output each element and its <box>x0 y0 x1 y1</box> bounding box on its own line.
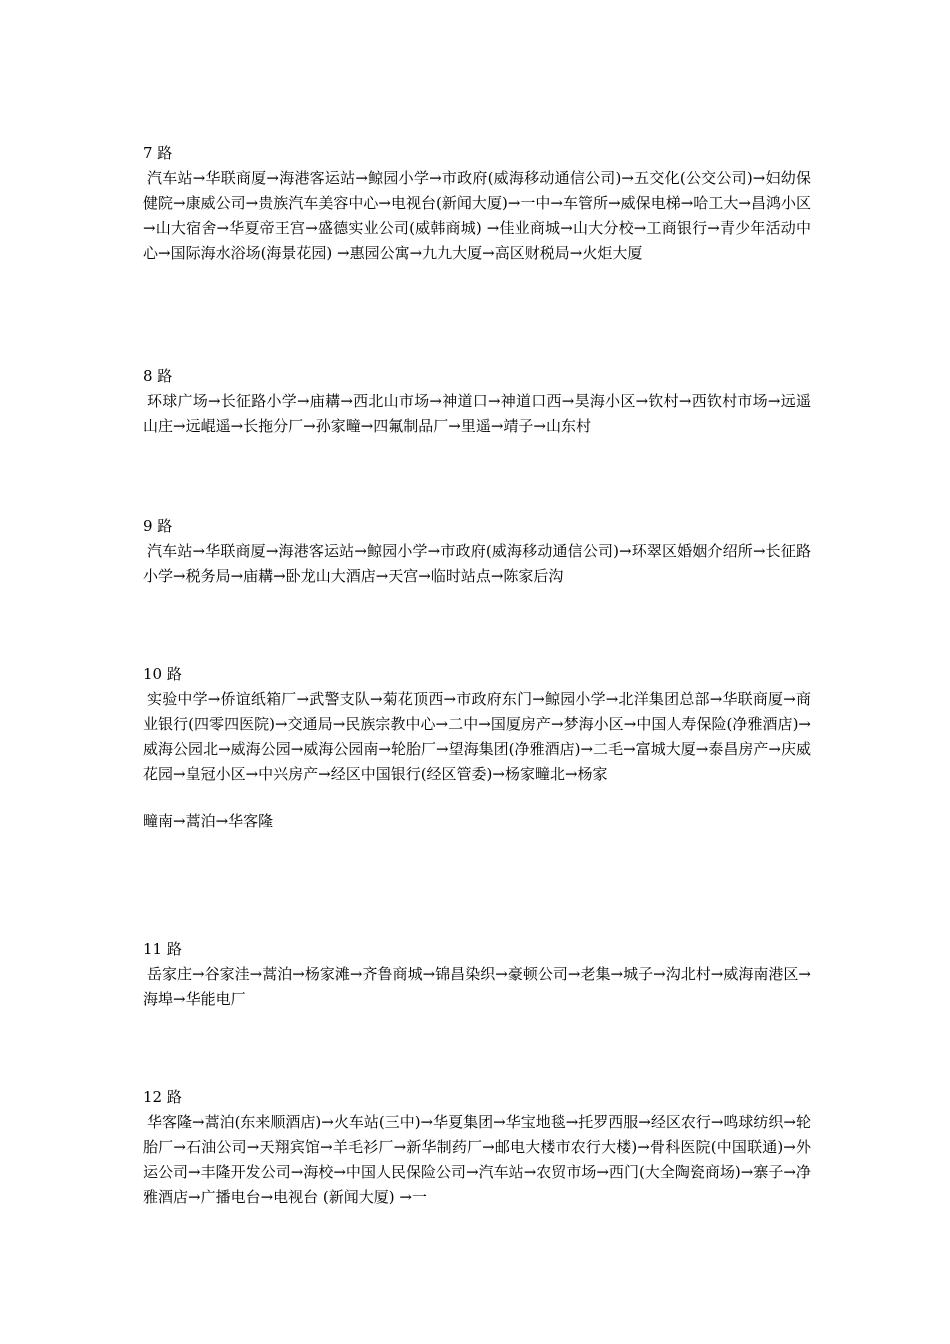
route-7-section <box>143 140 811 266</box>
route-11-section <box>143 936 811 1012</box>
route-9-stops: 汽车站→华联商厦→海港客运站→鲸园小学→市政府(威海移动通信公司)→环翠区婚姻介绍所→长征路小学→税务局→庙耩→卧龙山大酒店→天宫→临时站点→陈家后沟 <box>143 542 811 585</box>
route-9-section <box>143 513 811 589</box>
route-8-section <box>143 363 811 439</box>
route-7-stops: 汽车站→华联商厦→海港客运站→鲸园小学→市政府(威海移动通信公司)→五交化(公交公司)→妇幼保健院→康威公司→贵族汽车美容中心→电视台(新闻大厦)→一中→车管所→威保电梯→哈工大→昌鸿小区→山大宿舍→华夏帝王宫→盛德实业公司(威韩商城) →佳业商城→山大分校→工商银行→青少年活动中心→国际海水浴场(海景花园) →惠园公寓→九九大厦→高区财税局→火炬大厦 <box>143 169 811 262</box>
route-10-section <box>143 661 811 834</box>
route-11-title: 11 路 <box>143 940 182 958</box>
route-10-stops-continuation: 疃南→蒿泊→华客隆 <box>143 812 274 830</box>
route-7-title: 7 路 <box>143 144 173 162</box>
route-12-title: 12 路 <box>143 1088 182 1106</box>
route-12-stops: 华客隆→蒿泊(东来顺酒店)→火车站(三中)→华夏集团→华宝地毯→托罗西服→经区农行→鸣球纺织→轮胎厂→石油公司→天翔宾馆→羊毛衫厂→新华制药厂→邮电大楼市农行大楼)→骨科医院(中国联通)→外运公司→丰隆开发公司→海校→中国人民保险公司→汽车站→农贸市场→西门(大全陶瓷商场)→寨子→净雅酒店→广播电台→电视台 (新闻大厦) →一 <box>143 1113 811 1206</box>
route-10-stops: 实验中学→侨谊纸箱厂→武警支队→菊花顶西→市政府东门→鲸园小学→北洋集团总部→华联商厦→商业银行(四零四医院)→交通局→民族宗教中心→二中→国厦房产→梦海小区→中国人寿保险(净雅酒店)→威海公园北→威海公园→威海公园南→轮胎厂→望海集团(净雅酒店)→二毛→富城大厦→泰昌房产→庆威花园→皇冠小区→中兴房产→经区中国银行(经区管委)→杨家疃北→杨家 <box>143 690 811 783</box>
route-8-title: 8 路 <box>143 367 173 385</box>
route-12-section <box>143 1084 811 1210</box>
route-9-title: 9 路 <box>143 517 173 535</box>
route-11-stops: 岳家庄→谷家洼→蒿泊→杨家滩→齐鲁商城→锦昌染织→豪顿公司→老集→城子→沟北村→威海南港区→海埠→华能电厂 <box>143 965 811 1008</box>
route-8-stops: 环球广场→长征路小学→庙耩→西北山市场→神道口→神道口西→昊海小区→钦村→西钦村市场→远遥山庄→远崐遥→长拖分厂→孙家疃→四氟制品厂→里遥→靖子→山东村 <box>143 392 811 435</box>
route-10-title: 10 路 <box>143 665 182 683</box>
